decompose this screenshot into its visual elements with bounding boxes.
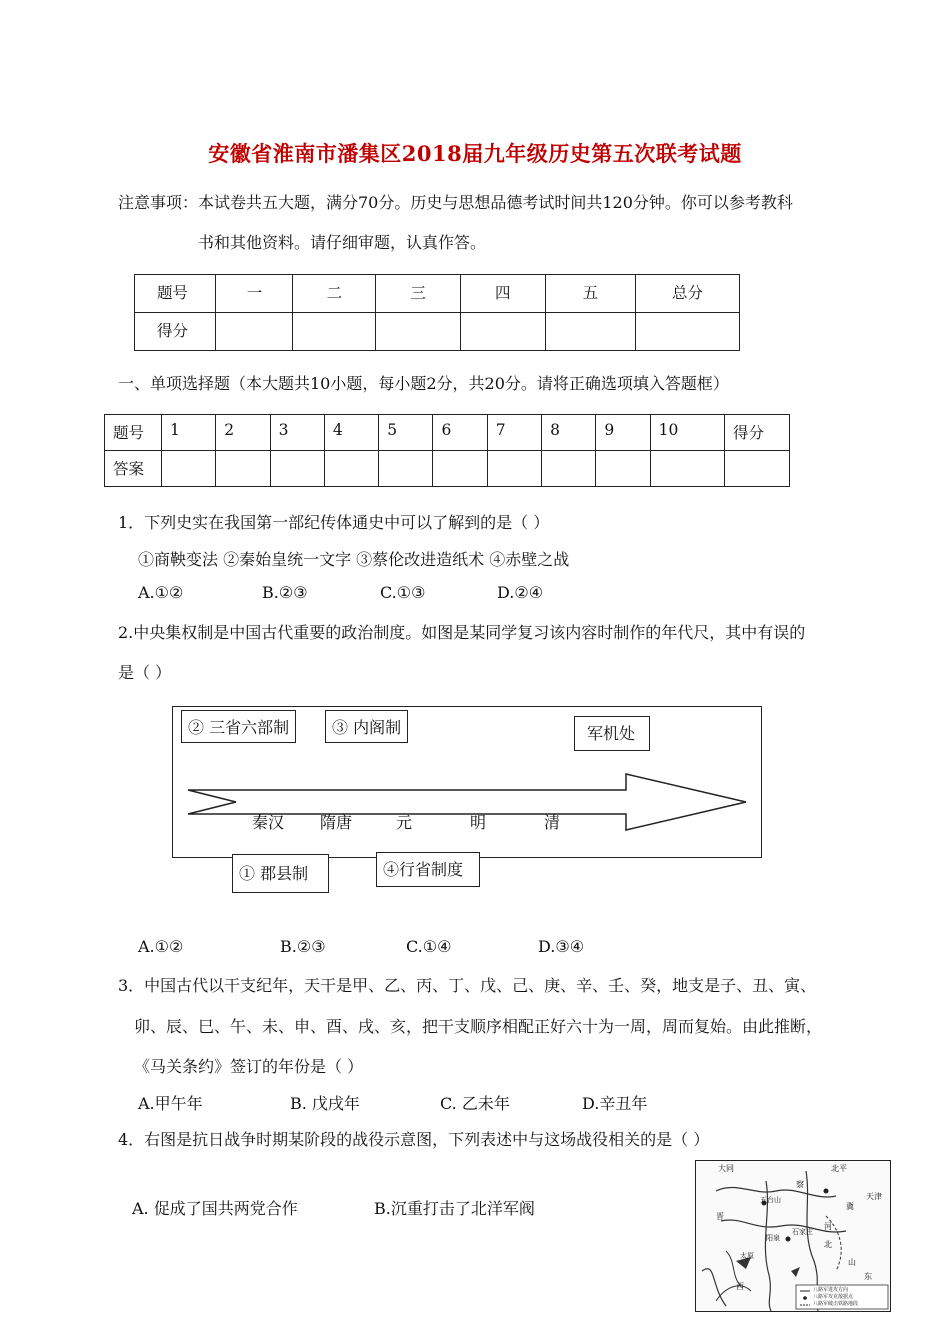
question-2-option-b[interactable]: B.②③ — [280, 937, 326, 956]
map-label-shan: 山 — [848, 1258, 856, 1267]
answer-table-header-cell: 6 — [433, 415, 487, 451]
answer-cell[interactable] — [542, 451, 596, 487]
question-3-line-2: 卯、辰、巳、午、未、申、酉、戌、亥，把干支顺序相配正好六十为一周，周而复始。由此推断， — [134, 1017, 823, 1036]
map-label-wutaishan: 五台山 — [760, 1196, 781, 1204]
map-label-cha: 察 — [796, 1180, 804, 1189]
answer-table-header-cell: 4 — [324, 415, 378, 451]
score-cell[interactable] — [376, 313, 461, 351]
question-3-option-c[interactable]: C. 乙未年 — [440, 1094, 510, 1113]
section1-heading: 一、单项选择题（本大题共10小题，每小题2分，共20分。请将正确选项填入答题框） — [118, 374, 729, 393]
question-1-stem: 1．下列史实在我国第一部纪传体通史中可以了解到的是（ ） — [118, 513, 550, 532]
page-title: 安徽省淮南市潘集区2018届九年级历史第五次联考试题 — [208, 141, 742, 166]
score-table-header-cell: 三 — [376, 275, 461, 313]
score-cell[interactable] — [293, 313, 376, 351]
map-label-yangquan: 阳泉 — [766, 1234, 780, 1242]
answer-table-header-cell: 2 — [216, 415, 270, 451]
map-label-shijiazhuang: 石家庄 — [792, 1228, 813, 1236]
score-table-header-cell: 题号 — [135, 275, 216, 313]
map-label-tianjin: 天津 — [866, 1192, 882, 1201]
answer-cell[interactable] — [433, 451, 487, 487]
question-1-option-b[interactable]: B.②③ — [262, 583, 308, 602]
question-1-option-c[interactable]: C.①③ — [380, 583, 426, 602]
answer-table-header-cell: 7 — [487, 415, 541, 451]
timeline-era-qing: 清 — [544, 813, 561, 832]
score-table-row-label: 得分 — [135, 313, 216, 351]
answer-cell[interactable] — [596, 451, 650, 487]
score-table-header-cell: 四 — [460, 275, 545, 313]
timeline-era-ming: 明 — [470, 813, 487, 832]
question-3-line-1: 3．中国古代以干支纪年，天干是甲、乙、丙、丁、戊、己、庚、辛、壬、癸，地支是子、丑、寅、 — [118, 976, 817, 995]
answer-table-header-cell: 8 — [542, 415, 596, 451]
answer-table-header-cell: 5 — [379, 415, 433, 451]
map-label-dong: 东 — [864, 1272, 872, 1281]
score-table-header-cell: 总分 — [636, 275, 740, 313]
timeline-era-qin-han: 秦汉 — [252, 813, 285, 832]
timeline-box-cabinet: ③ 内阁制 — [325, 710, 408, 743]
question-3-option-d[interactable]: D.辛丑年 — [582, 1094, 648, 1113]
timeline-box-three-departments: ② 三省六部制 — [181, 710, 296, 743]
score-cell[interactable] — [636, 313, 740, 351]
question-2-stem-line-1: 2.中央集权制是中国古代重要的政治制度。如图是某同学复习该内容时制作的年代尺，其中有误的 — [118, 623, 806, 642]
score-table — [134, 274, 740, 351]
score-table-header-cell: 五 — [545, 275, 635, 313]
map-label-jin: 晋 — [716, 1212, 724, 1221]
battle-map — [695, 1160, 891, 1312]
answer-cell[interactable] — [216, 451, 270, 487]
question-2-option-a[interactable]: A.①② — [138, 937, 184, 956]
score-cell[interactable] — [545, 313, 635, 351]
notice-line-2: 书和其他资料。请仔细审题，认真作答。 — [198, 233, 487, 252]
question-4-stem: 4．右图是抗日战争时期某阶段的战役示意图，下列表述中与这场战役相关的是（ ） — [118, 1130, 710, 1149]
answer-table-header-cell: 题号 — [105, 415, 162, 451]
question-2-stem-line-2: 是（ ） — [118, 663, 172, 682]
map-label-beiping: 北平 — [831, 1164, 847, 1173]
map-label-ji: 冀 — [846, 1202, 854, 1211]
map-label-bei: 北 — [824, 1240, 832, 1249]
question-1-items: ①商鞅变法 ②秦始皇统一文字 ③蔡伦改进造纸术 ④赤壁之战 — [138, 550, 570, 569]
answer-cell[interactable] — [162, 451, 216, 487]
answer-table — [104, 414, 790, 487]
answer-cell[interactable] — [650, 451, 724, 487]
map-legend-railway: 八路军破击铁路地段 — [813, 1301, 859, 1307]
question-3-option-a[interactable]: A.甲午年 — [138, 1094, 203, 1113]
map-label-xi: 西 — [736, 1282, 744, 1291]
answer-table-header-cell: 1 — [162, 415, 216, 451]
map-label-datong: 大同 — [718, 1164, 734, 1173]
question-2-option-c[interactable]: C.①④ — [406, 937, 452, 956]
timeline-box-grand-council: 军机处 — [574, 716, 650, 751]
answer-cell[interactable] — [487, 451, 541, 487]
map-label-he: 河 — [824, 1222, 832, 1231]
answer-cell[interactable] — [379, 451, 433, 487]
answer-table-row-label: 答案 — [105, 451, 162, 487]
answer-table-header-cell: 3 — [270, 415, 324, 451]
answer-cell[interactable] — [270, 451, 324, 487]
answer-table-header-cell: 9 — [596, 415, 650, 451]
question-1-option-d[interactable]: D.②④ — [497, 583, 544, 602]
notice-line-1: 注意事项：本试卷共五大题，满分70分。历史与思想品德考试时间共120分钟。你可以参考教科 — [118, 193, 793, 212]
question-4-option-b[interactable]: B.沉重打击了北洋军阀 — [374, 1199, 535, 1218]
answer-cell[interactable] — [324, 451, 378, 487]
timeline-box-commandery: ① 郡县制 — [232, 854, 329, 893]
map-legend-captured: 八路军攻克敌据点 — [813, 1294, 854, 1300]
answer-cell[interactable] — [725, 451, 790, 487]
score-table-header-cell: 二 — [293, 275, 376, 313]
score-table-header-cell: 一 — [216, 275, 293, 313]
answer-table-header-cell: 10 — [650, 415, 724, 451]
timeline-era-sui-tang: 隋唐 — [320, 813, 353, 832]
answer-table-header-cell: 得分 — [725, 415, 790, 451]
timeline-box-province: ④行省制度 — [376, 852, 480, 887]
question-1-option-a[interactable]: A.①② — [138, 583, 184, 602]
question-3-line-3: 《马关条约》签订的年份是（ ） — [134, 1057, 364, 1076]
timeline-era-yuan: 元 — [396, 813, 413, 832]
score-cell[interactable] — [216, 313, 293, 351]
map-legend-attack: 八路军进攻方向 — [813, 1287, 849, 1293]
question-3-option-b[interactable]: B. 戊戌年 — [290, 1094, 360, 1113]
map-label-taiyuan: 太原 — [740, 1252, 754, 1260]
score-cell[interactable] — [460, 313, 545, 351]
question-2-option-d[interactable]: D.③④ — [538, 937, 585, 956]
question-4-option-a[interactable]: A. 促成了国共两党合作 — [132, 1199, 298, 1218]
